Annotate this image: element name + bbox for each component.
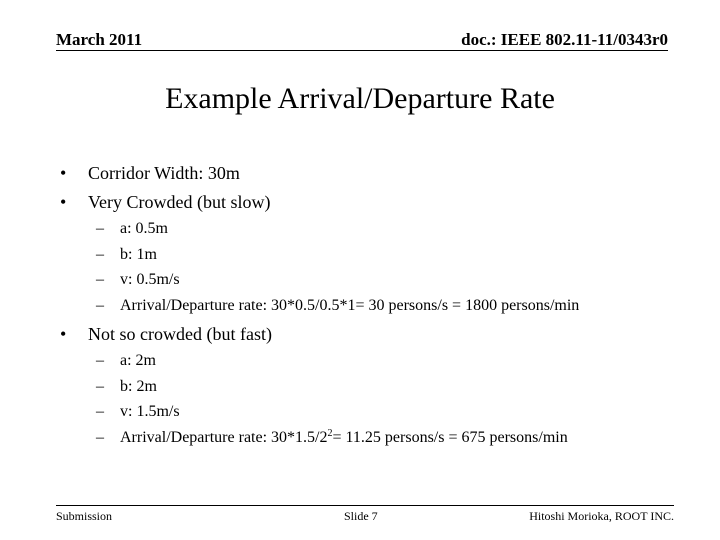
bullet-marker: •	[60, 163, 67, 183]
footer-author: Hitoshi Morioka, ROOT INC.	[529, 509, 674, 523]
sub-marker: –	[96, 429, 104, 446]
sub-marker: –	[96, 352, 104, 369]
sub-text	[120, 428, 568, 448]
footer-submission: Submission	[56, 509, 113, 523]
bullet-text: Corridor Width: 30m	[88, 163, 240, 183]
footer-slide-number: Slide 7	[344, 509, 378, 523]
bullet-text: Very Crowded (but slow)	[88, 192, 271, 212]
sub-text: Arrival/Departure rate: 30*0.5/0.5*1= 30 persons/s = 1800 persons/min	[120, 297, 580, 314]
sub-text: b: 1m	[120, 246, 157, 263]
sub-marker: –	[96, 403, 104, 420]
sub-text: a: 0.5m	[120, 220, 168, 237]
formula-superscript: 2	[327, 428, 333, 439]
header-doc-id: doc.: IEEE 802.11-11/0343r0	[461, 30, 668, 49]
sub-text: v: 1.5m/s	[120, 403, 180, 420]
sub-marker: –	[96, 220, 104, 237]
slide-header	[56, 28, 668, 51]
slide-title: Example Arrival/Departure Rate	[165, 82, 555, 115]
formula-text-before: Arrival/Departure rate: 30*1.5/2	[120, 429, 328, 446]
sub-marker: –	[96, 378, 104, 395]
slide-footer	[56, 505, 674, 526]
sub-text: a: 2m	[120, 352, 156, 369]
header-date: March 2011	[56, 30, 143, 49]
bullet-marker: •	[60, 324, 67, 344]
sub-marker: –	[96, 297, 104, 314]
sub-marker: –	[96, 271, 104, 288]
sub-text: v: 0.5m/s	[120, 271, 180, 288]
sub-marker: –	[96, 246, 104, 263]
formula-text-after: = 11.25 persons/s = 675 persons/min	[332, 429, 568, 446]
bullet-text: Not so crowded (but fast)	[88, 324, 272, 344]
bullet-marker: •	[60, 192, 67, 212]
sub-text: b: 2m	[120, 378, 157, 395]
